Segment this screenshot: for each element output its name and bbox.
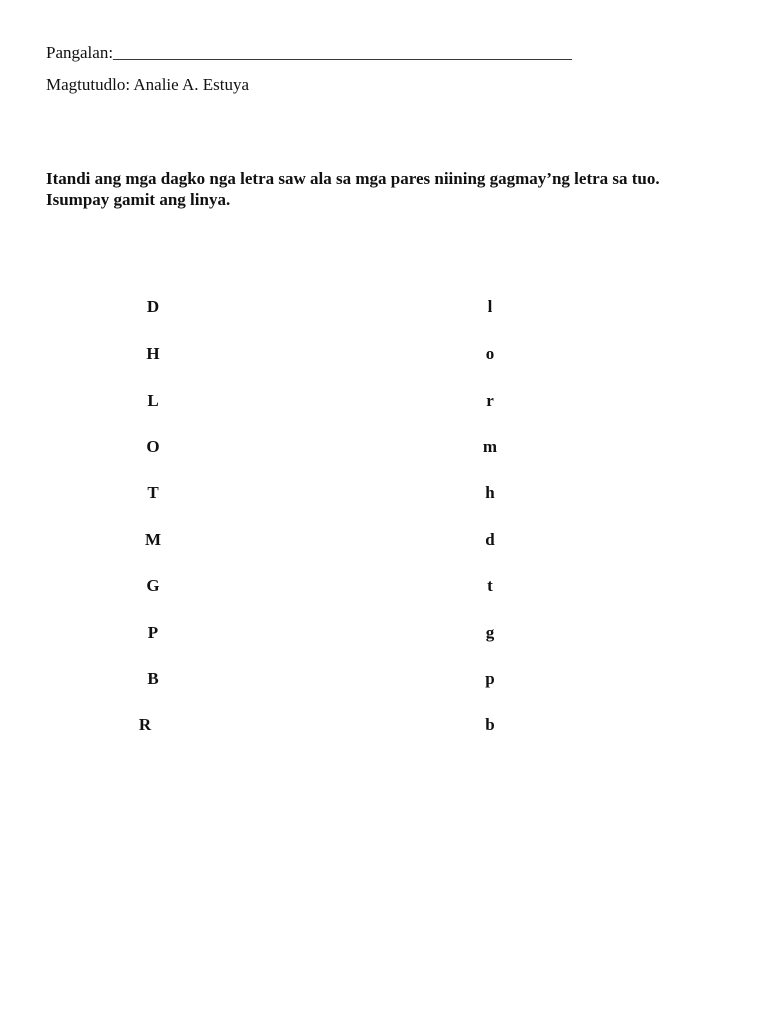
lowercase-letter: h — [485, 483, 495, 502]
name-blank: ______________________________________________________ — [113, 43, 573, 62]
uppercase-letter: O — [146, 437, 160, 456]
teacher-line: Magtutudlo: Analie A. Estuya — [46, 75, 250, 94]
lowercase-letter: m — [482, 437, 498, 456]
instructions — [46, 168, 746, 210]
uppercase-letter: R — [138, 715, 152, 734]
lowercase-letter: b — [485, 715, 495, 734]
lowercase-letter: r — [486, 391, 494, 410]
lowercase-letter: p — [485, 669, 495, 688]
lowercase-letter: l — [487, 297, 493, 316]
name-field-line — [46, 43, 572, 63]
uppercase-letter: L — [147, 391, 159, 410]
name-label: Pangalan: — [46, 43, 114, 62]
uppercase-letter: M — [144, 530, 162, 549]
lowercase-letter: g — [485, 623, 495, 642]
lowercase-letter: t — [487, 576, 493, 595]
uppercase-letter: B — [147, 669, 159, 688]
uppercase-letter: P — [147, 623, 159, 642]
uppercase-letter: G — [146, 576, 160, 595]
uppercase-letter: D — [146, 297, 160, 316]
lowercase-letter: o — [485, 344, 495, 363]
lowercase-letter: d — [485, 530, 495, 549]
uppercase-letter: H — [146, 344, 160, 363]
instructions-line-2: Isumpay gamit ang linya. — [46, 190, 231, 209]
uppercase-letter: T — [147, 483, 159, 502]
instructions-line-1: Itandi ang mga dagko nga letra saw ala sa mga pares niining gagmay’ng letra sa tuo. — [46, 169, 660, 188]
